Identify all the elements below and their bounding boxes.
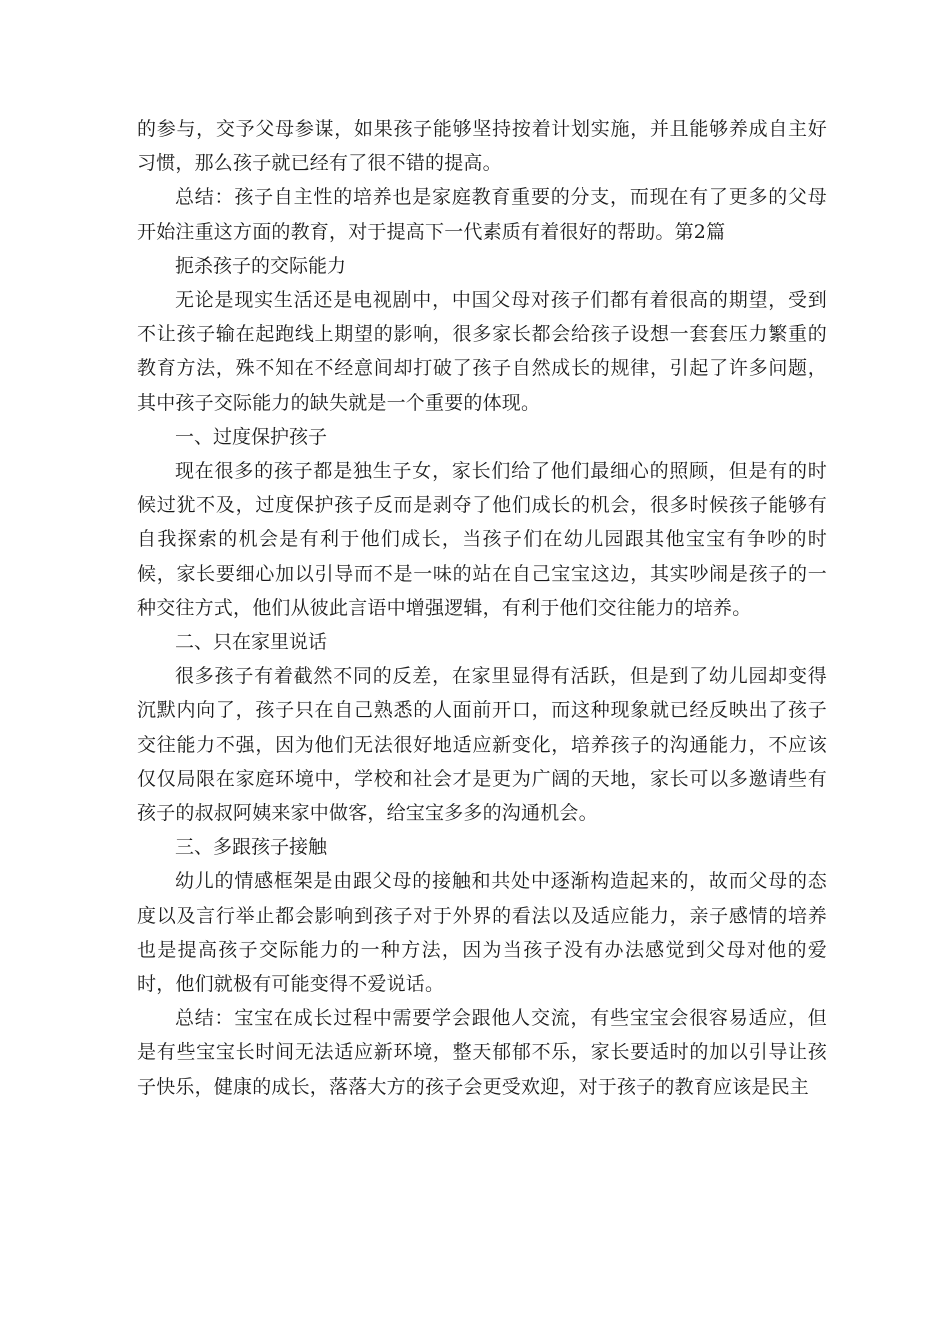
paragraph-contact: 幼儿的情感框架是由跟父母的接触和共处中逐渐构造起来的，故而父母的态度以及言行举止都会影响到孩子对于外界的看法以及适应能力，亲子感情的培养也是提高孩子交际能力的一种方法，因为当孩子没有办法感觉到父母对他的爱时，他们就极有可能变得不爱说话。: [137, 870, 827, 996]
document-page: [137, 112, 827, 1104]
paragraph-intro: 无论是现实生活还是电视剧中，中国父母对孩子们都有着很高的期望，受到不让孩子输在起跑线上期望的影响，很多家长都会给孩子设想一套套压力繁重的教育方法，殊不知在不经意间却打破了孩子自然成长的规律，引起了许多问题，其中孩子交际能力的缺失就是一个重要的体现。: [137, 289, 827, 414]
subheading-2: 二、只在家里说话: [175, 631, 328, 654]
paragraph-summary-2: 总结：宝宝在成长过程中需要学会跟他人交流，有些宝宝会很容易适应，但是有些宝宝长时间无法适应新环境，整天郁郁不乐，家长要适时的加以引导让孩子快乐，健康的成长，落落大方的孩子会更受欢迎，对于孩子的教育应该是民主: [137, 1007, 827, 1098]
paragraph-overprotection: 现在很多的孩子都是独生子女，家长们给了他们最细心的照顾，但是有的时候过犹不及，过度保护孩子反而是剥夺了他们成长的机会，很多时候孩子能够有自我探索的机会是有利于他们成长，当孩子们在幼儿园跟其他宝宝有争吵的时候，家长要细心加以引导而不是一味的站在自己宝宝这边，其实吵闹是孩子的一种交往方式，他们从彼此言语中增强逻辑，有利于他们交往能力的培养。: [137, 460, 827, 619]
section-title: 扼杀孩子的交际能力: [175, 254, 347, 277]
subheading-1: 一、过度保护孩子: [175, 425, 328, 448]
subheading-3: 三、多跟孩子接触: [175, 836, 328, 859]
paragraph-home-only: 很多孩子有着截然不同的反差，在家里显得有活跃，但是到了幼儿园却变得沉默内向了，孩子只在自己熟悉的人面前开口，而这种现象就已经反映出了孩子交往能力不强，因为他们无法很好地适应新变化，培养孩子的沟通能力，不应该仅仅局限在家庭环境中，学校和社会才是更为广阔的天地，家长可以多邀请些有孩子的叔叔阿姨来家中做客，给宝宝多多的沟通机会。: [137, 665, 827, 825]
paragraph-continuation: 的参与，交予父母参谋，如果孩子能够坚持按着计划实施，并且能够养成自主好习惯，那么孩子就已经有了很不错的提高。: [137, 118, 827, 175]
paragraph-summary-1: 总结：孩子自主性的培养也是家庭教育重要的分支，而现在有了更多的父母开始注重这方面的教育，对于提高下一代素质有着很好的帮助。第2篇: [137, 186, 827, 243]
